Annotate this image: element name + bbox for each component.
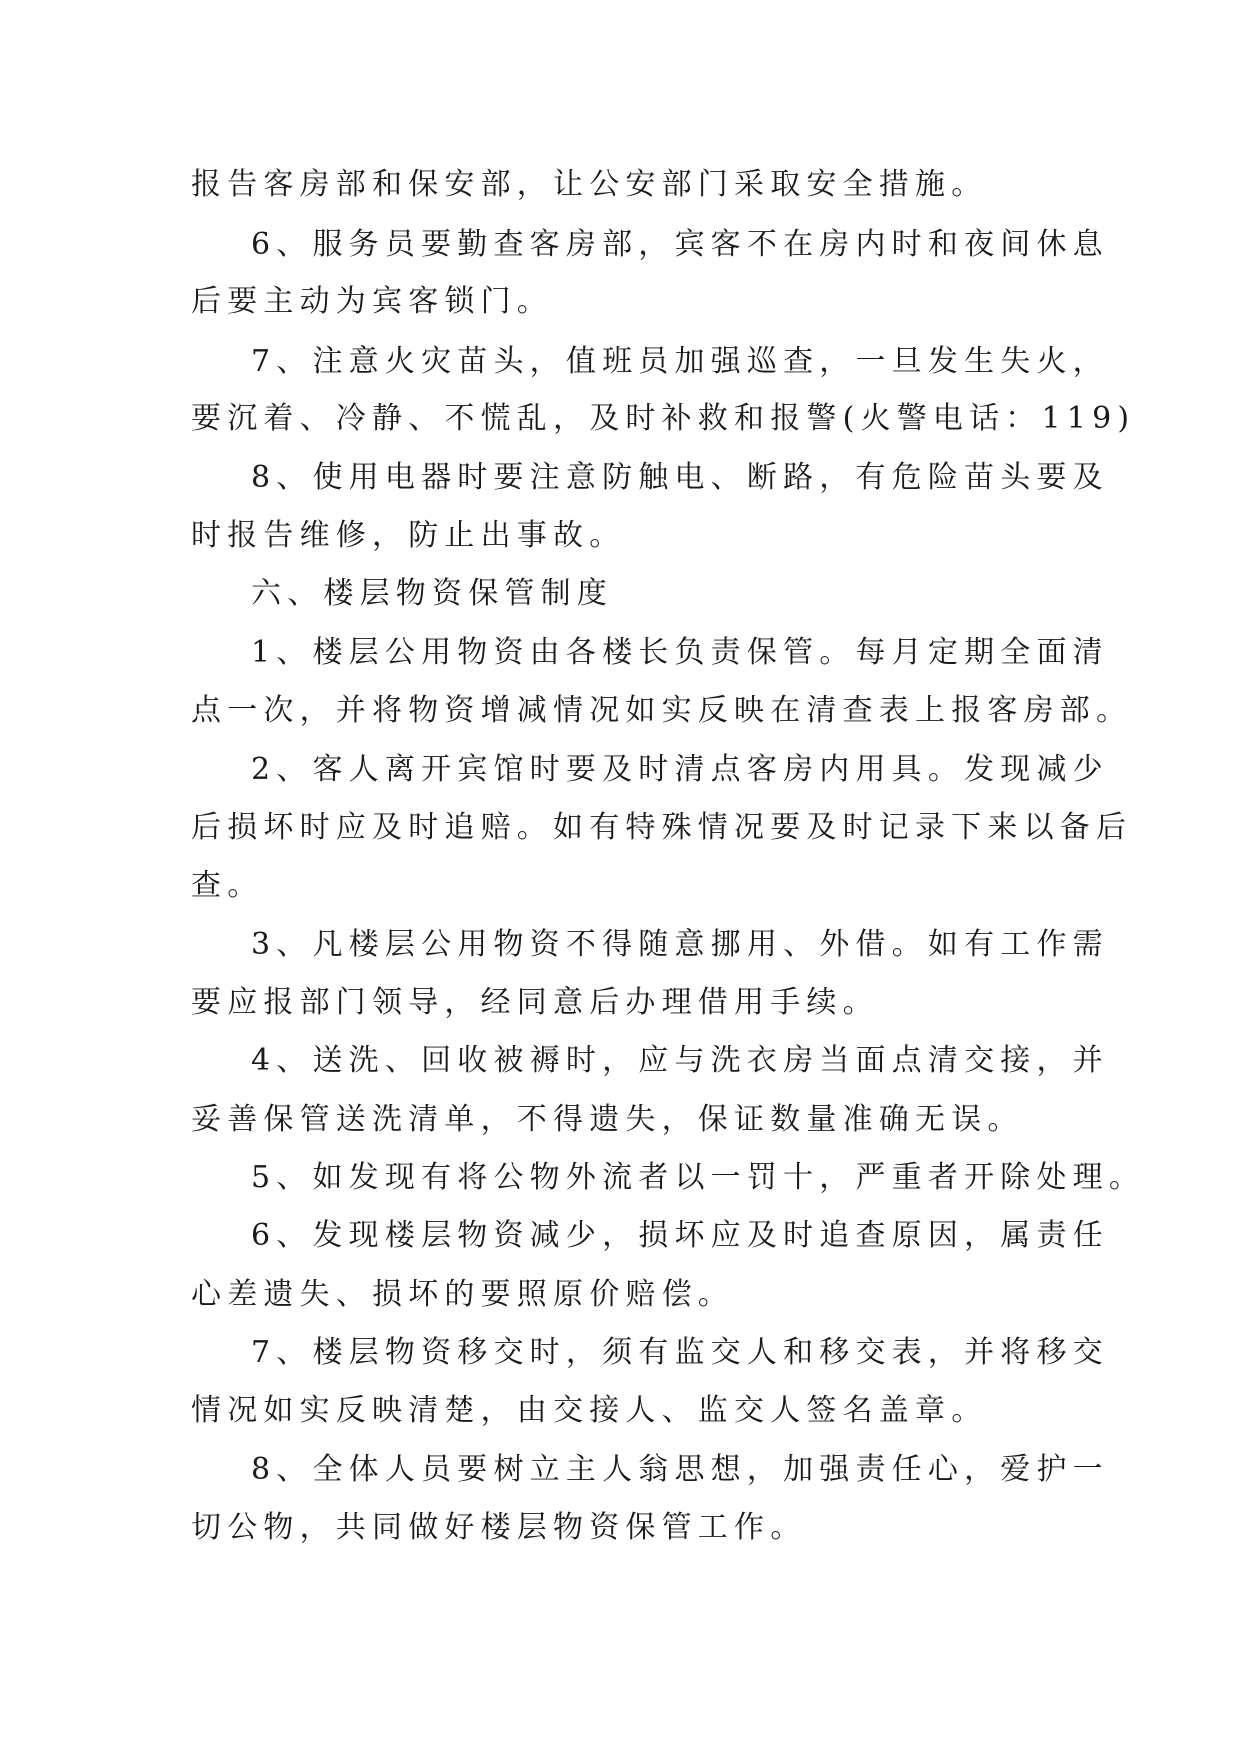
text-line: 情况如实反映清楚，由交接人、监交人签名盖章。 <box>191 1393 988 1428</box>
text-line: 后损坏时应及时追赔。如有特殊情况要及时记录下来以备后 <box>191 810 1133 845</box>
text-line: 查。 <box>191 868 264 903</box>
text-line: 2、客人离开宾馆时要及时清点客房内用具。发现减少 <box>251 752 1109 787</box>
text-line: 点一次，并将物资增减情况如实反映在清查表上报客房部。 <box>191 693 1133 728</box>
text-line: 要应报部门领导，经同意后办理借用手续。 <box>191 985 879 1020</box>
text-line: 7、楼层物资移交时，须有监交人和移交表，并将移交 <box>251 1335 1109 1370</box>
text-line: 1、楼层公用物资由各楼长负责保管。每月定期全面清 <box>251 635 1109 670</box>
text-line: 要沉着、冷静、不慌乱，及时补救和报警(火警电话：119) <box>191 401 1136 436</box>
text-line: 报告客房部和保安部，让公安部门采取安全措施。 <box>191 167 988 202</box>
text-line: 7、注意火灾苗头，值班员加强巡查，一旦发生失火， <box>251 344 1109 379</box>
text-line: 6、服务员要勤查客房部，宾客不在房内时和夜间休息 <box>251 227 1109 262</box>
section-heading: 六、楼层物资保管制度 <box>251 576 613 611</box>
text-line: 5、如发现有将公物外流者以一罚十，严重者开除处理。 <box>251 1160 1146 1195</box>
text-line: 心差遗失、损坏的要照原价赔偿。 <box>191 1277 734 1312</box>
text-line: 8、全体人员要树立主人翁思想，加强责任心，爱护一 <box>251 1452 1109 1487</box>
text-line: 6、发现楼层物资减少，损坏应及时追查原因，属责任 <box>251 1218 1109 1253</box>
text-line: 后要主动为宾客锁门。 <box>191 284 553 319</box>
text-line: 8、使用电器时要注意防触电、断路，有危险苗头要及 <box>251 460 1109 495</box>
text-line: 妥善保管送洗清单，不得遗失，保证数量准确无误。 <box>191 1102 1024 1137</box>
text-line: 切公物，共同做好楼层物资保管工作。 <box>191 1510 807 1545</box>
text-line: 时报告维修，防止出事故。 <box>191 518 626 553</box>
text-line: 3、凡楼层公用物资不得随意挪用、外借。如有工作需 <box>251 927 1109 962</box>
text-line: 4、送洗、回收被褥时，应与洗衣房当面点清交接，并 <box>251 1043 1109 1078</box>
